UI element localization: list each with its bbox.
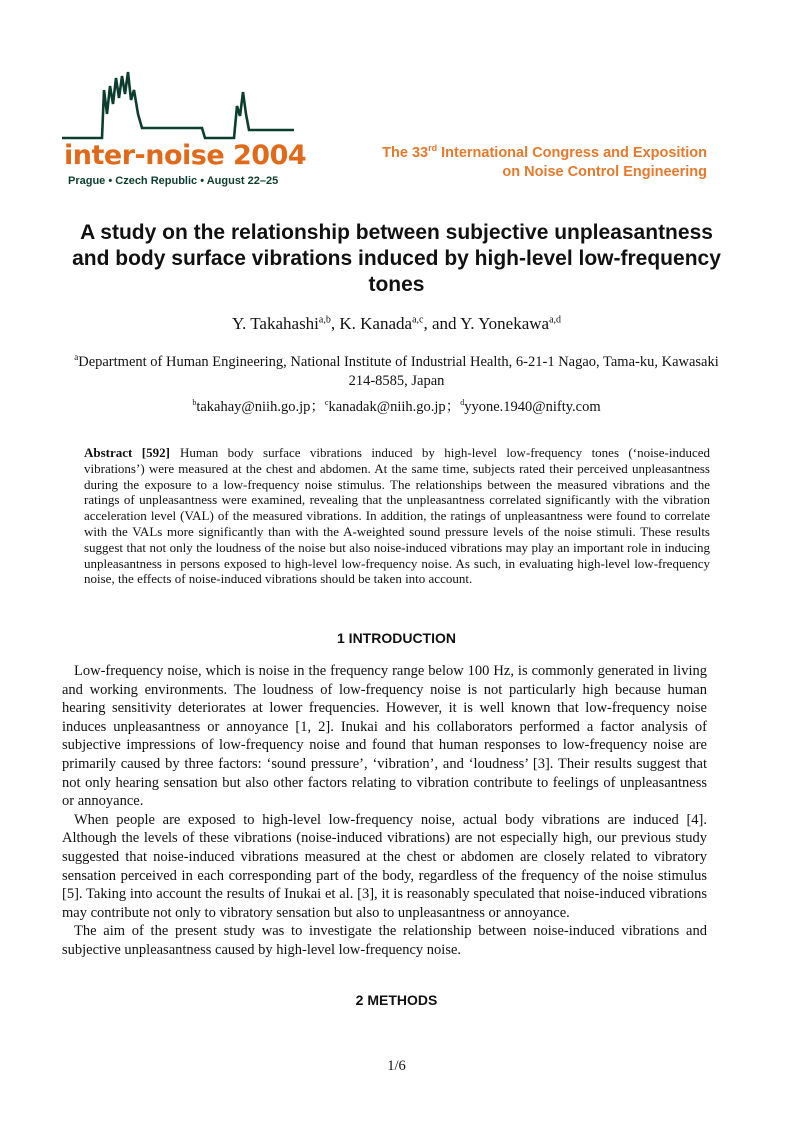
- affiliation: [62, 348, 731, 391]
- affiliation-marker: a: [74, 352, 79, 362]
- email-separator: ；: [445, 399, 461, 415]
- congress-ordinal-suffix: rd: [428, 143, 438, 153]
- email-address[interactable]: kanadak@niih.go.jp: [328, 399, 446, 415]
- author-list: [0, 314, 793, 334]
- author-name: K. Kanada: [339, 314, 413, 333]
- author-name: Y. Takahashi: [231, 314, 319, 333]
- logo-wordmark: inter-noise 2004: [64, 140, 307, 171]
- author-name: Y. Yonekawa: [460, 314, 550, 333]
- section-heading-introduction: 1 INTRODUCTION: [337, 630, 456, 646]
- congress-name-line2: on Noise Control Engineering: [502, 163, 707, 180]
- author-separator: , and: [423, 314, 461, 333]
- email-marker: b: [192, 398, 197, 408]
- email-separator: ；: [310, 399, 325, 415]
- author-separator: ,: [330, 314, 340, 333]
- conference-logo: [62, 68, 307, 193]
- email-address[interactable]: yyone.1940@nifty.com: [464, 399, 601, 415]
- author-affiliation-marker: a,c: [412, 314, 424, 326]
- affiliation-text: Department of Human Engineering, National Institute of Industrial Health, 6-21-1 Nagao, Tama-ku, Kawasaki 214-8585, Japan: [78, 353, 719, 389]
- abstract-label: Abstract [592]: [84, 445, 170, 460]
- introduction-body: [62, 662, 707, 960]
- paragraph: The aim of the present study was to investigate the relationship between noise-induced vibrations and subjective unpleasantness caused by high-level low-frequency noise.: [62, 923, 707, 958]
- congress-ordinal: The 33: [382, 144, 429, 161]
- prague-skyline-icon: [62, 68, 294, 140]
- email-address[interactable]: takahay@niih.go.jp: [196, 399, 311, 415]
- author-affiliation-marker: a,b: [318, 314, 331, 326]
- abstract-text: Human body surface vibrations induced by high-level low-frequency tones (‘noise-induced vibrations’) were measured at the chest and abdomen. At the same time, subjects rated their perceived unpleasantness during the exposure to a low-frequency noise stimulus. The relationships between the measured vibrations and the ratings of unpleasantness were examined, revealing that the unpleasantness correlated significantly with the vibration acceleration level (VAL) of the measured vibrations. In addition, the ratings of unpleasantness were found to correlate with the VALs more significantly than with the A-weighted sound pressure levels of the noise stimuli. These results suggest that not only the loudness of the noise but also noise-induced vibrations may play an important role in inducing unpleasantness in persons exposed to high-level low-frequency noise. As such, in evaluating high-level low-frequency noise, the effects of noise-induced vibrations should be taken into account.: [84, 445, 710, 587]
- paragraph: When people are exposed to high-level low-frequency noise, actual body vibrations are induced [4]. Although the levels of these vibrations (noise-induced vibrations) are not especially high, our previous study suggested that noise-induced vibrations measured at the chest or abdomen are closely related to vibratory sensation perceived in each corresponding part of the body, regardless of the frequency of the noise stimulus [5]. Taking into account the results of Inukai et al. [3], it is reasonably speculated that noise-induced vibrations may contribute not only to vibratory sensation but also to unpleasantness or annoyance.: [62, 811, 707, 921]
- author-affiliation-marker: a,d: [549, 314, 562, 326]
- page-number: 1/6: [387, 1058, 406, 1074]
- abstract: [84, 445, 710, 587]
- paper-title: A study on the relationship between subjective unpleasantness and body surface vibrations induced by high-level low-frequency tones: [72, 221, 721, 296]
- congress-heading: [382, 139, 707, 182]
- logo-subtitle: Prague • Czech Republic • August 22–25: [68, 175, 279, 187]
- paragraph: Low-frequency noise, which is noise in the frequency range below 100 Hz, is commonly generated in living and working environments. The loudness of low-frequency noise is not particularly high because human hearing sensitivity deteriorates at lower frequencies. However, it is well known that low-frequency noise induces unpleasantness or annoyance [1, 2]. Inukai and his collaborators performed a factor analysis of subjective impressions of low-frequency noise and found that human responses to low-frequency noise are primarily caused by three factors: ‘sound pressure’, ‘vibration’, and ‘loudness’ [3]. Their results suggest that not only hearing sensation but also other factors relating to vibration contribute to feelings of unpleasantness or annoyance.: [62, 663, 707, 810]
- email-list: [0, 395, 793, 416]
- section-heading-methods: 2 METHODS: [355, 992, 438, 1008]
- email-marker: c: [324, 398, 329, 408]
- email-marker: d: [460, 398, 465, 408]
- congress-name: International Congress and Exposition: [437, 144, 707, 161]
